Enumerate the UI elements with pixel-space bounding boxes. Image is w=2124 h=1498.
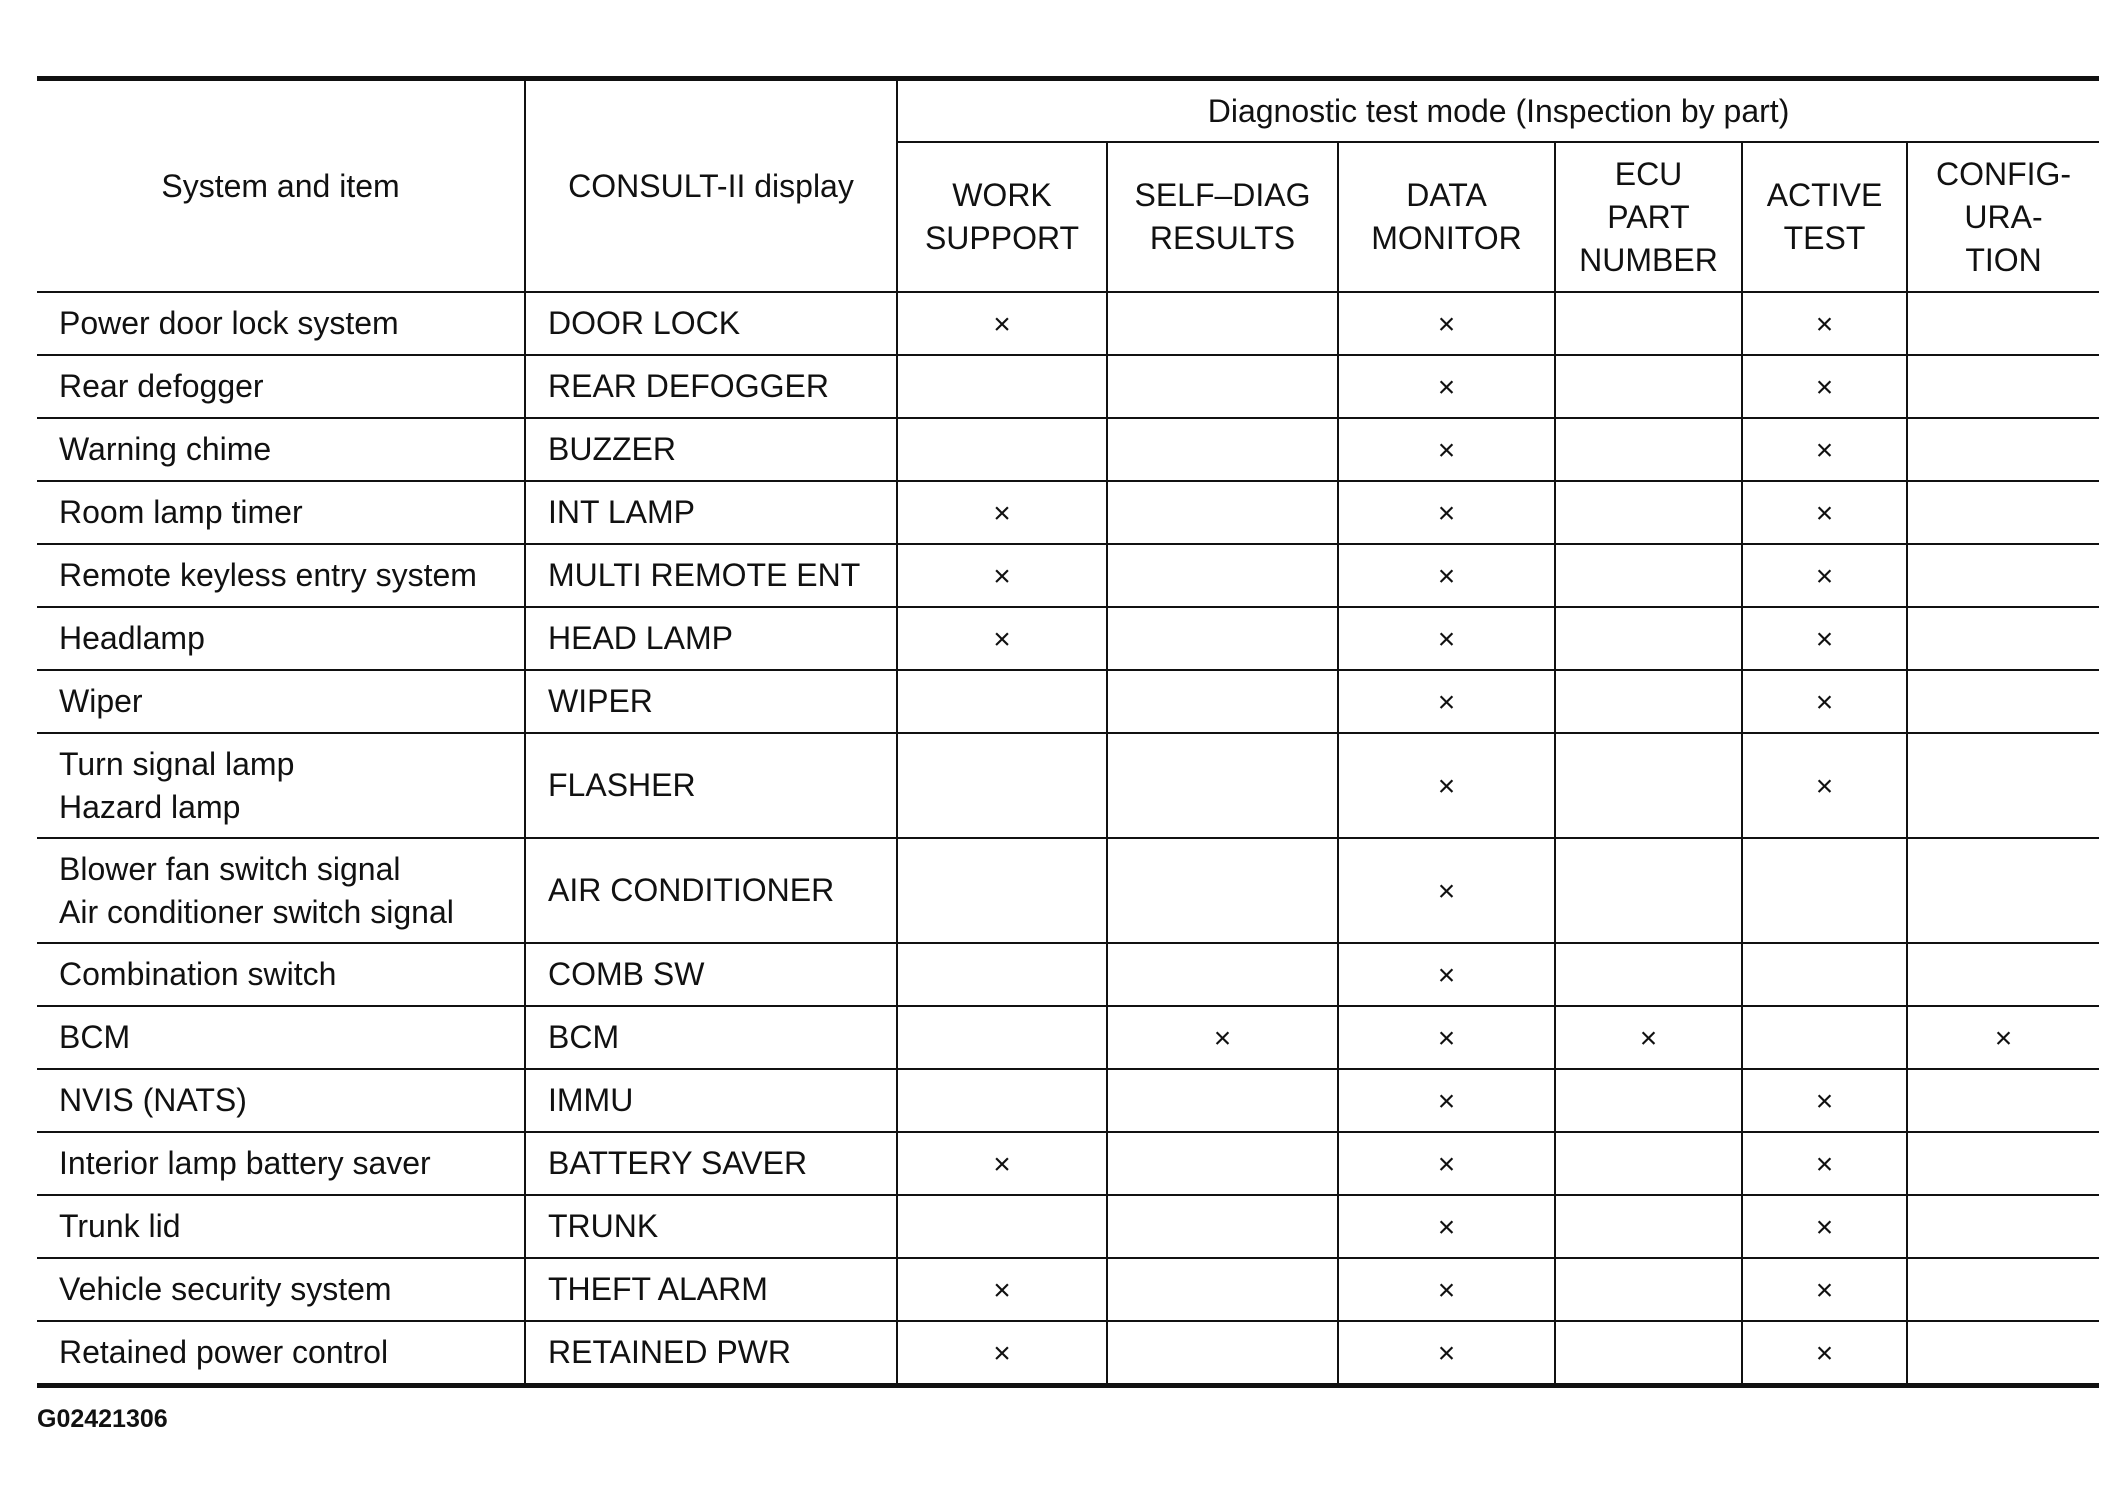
supported-mark: × bbox=[1994, 1022, 2013, 1055]
supported-mark: × bbox=[993, 1148, 1011, 1181]
consult-display-cell bbox=[525, 418, 897, 481]
self-diag-results-cell bbox=[1107, 943, 1338, 1006]
work-support-cell bbox=[897, 1069, 1107, 1132]
consult-display-label: BCM bbox=[548, 1019, 620, 1055]
consult-display-cell bbox=[525, 943, 897, 1006]
table-row bbox=[37, 355, 2099, 418]
active-test-cell bbox=[1742, 1006, 1907, 1069]
header-active-test: ACTIVE TEST bbox=[1742, 142, 1907, 292]
work-support-cell bbox=[897, 670, 1107, 733]
supported-mark: × bbox=[1437, 1022, 1456, 1055]
ecu-part-number-cell bbox=[1555, 481, 1742, 544]
configuration-cell bbox=[1907, 1132, 2099, 1195]
active-test-cell bbox=[1742, 544, 1907, 607]
supported-mark: × bbox=[1437, 1337, 1456, 1370]
consult-display-label: THEFT ALARM bbox=[548, 1271, 768, 1307]
ecu-part-number-cell bbox=[1555, 1321, 1742, 1386]
self-diag-results-cell bbox=[1107, 292, 1338, 355]
data-monitor-cell bbox=[1338, 943, 1555, 1006]
system-item-cell bbox=[37, 607, 525, 670]
system-item-label: Turn signal lamp Hazard lamp bbox=[59, 745, 295, 825]
system-item-label: Rear defogger bbox=[59, 368, 264, 404]
supported-mark: × bbox=[1639, 1022, 1658, 1055]
supported-mark: × bbox=[1437, 875, 1456, 908]
system-item-cell bbox=[37, 1069, 525, 1132]
configuration-cell bbox=[1907, 1006, 2099, 1069]
supported-mark: × bbox=[1815, 1211, 1834, 1244]
work-support-cell bbox=[897, 418, 1107, 481]
table-row bbox=[37, 418, 2099, 481]
active-test-cell bbox=[1742, 1132, 1907, 1195]
active-test-cell bbox=[1742, 1258, 1907, 1321]
consult-display-cell bbox=[525, 838, 897, 943]
configuration-cell bbox=[1907, 355, 2099, 418]
system-item-label: BCM bbox=[59, 1019, 131, 1055]
system-item-cell bbox=[37, 1132, 525, 1195]
table-row bbox=[37, 1195, 2099, 1258]
supported-mark: × bbox=[1437, 308, 1456, 341]
consult-display-cell bbox=[525, 544, 897, 607]
table-row bbox=[37, 1132, 2099, 1195]
active-test-cell bbox=[1742, 292, 1907, 355]
consult-display-label: IMMU bbox=[548, 1082, 634, 1118]
system-item-cell bbox=[37, 292, 525, 355]
table-row bbox=[37, 1258, 2099, 1321]
system-item-label: Wiper bbox=[59, 683, 143, 719]
supported-mark: × bbox=[993, 1337, 1011, 1370]
table-row bbox=[37, 838, 2099, 943]
active-test-cell bbox=[1742, 733, 1907, 838]
supported-mark: × bbox=[1815, 308, 1834, 341]
self-diag-results-cell bbox=[1107, 355, 1338, 418]
system-item-cell bbox=[37, 733, 525, 838]
system-item-cell bbox=[37, 544, 525, 607]
self-diag-results-cell bbox=[1107, 1069, 1338, 1132]
work-support-cell bbox=[897, 355, 1107, 418]
consult-display-label: AIR CONDITIONER bbox=[548, 872, 835, 908]
active-test-cell bbox=[1742, 838, 1907, 943]
supported-mark: × bbox=[1815, 770, 1834, 803]
self-diag-results-cell bbox=[1107, 1321, 1338, 1386]
supported-mark: × bbox=[993, 623, 1011, 656]
supported-mark: × bbox=[1815, 434, 1834, 467]
supported-mark: × bbox=[1437, 497, 1456, 530]
supported-mark: × bbox=[993, 1274, 1011, 1307]
supported-mark: × bbox=[1437, 1274, 1456, 1307]
work-support-cell bbox=[897, 733, 1107, 838]
system-item-cell bbox=[37, 1195, 525, 1258]
system-item-label: Trunk lid bbox=[59, 1208, 181, 1244]
header-data-monitor: DATA MONITOR bbox=[1338, 142, 1555, 292]
supported-mark: × bbox=[1437, 1085, 1456, 1118]
self-diag-results-cell bbox=[1107, 1132, 1338, 1195]
active-test-cell bbox=[1742, 670, 1907, 733]
work-support-cell bbox=[897, 943, 1107, 1006]
supported-mark: × bbox=[1815, 1085, 1834, 1118]
supported-mark: × bbox=[1815, 1274, 1834, 1307]
table-row bbox=[37, 481, 2099, 544]
supported-mark: × bbox=[1437, 371, 1456, 404]
system-item-cell bbox=[37, 1258, 525, 1321]
supported-mark: × bbox=[1213, 1022, 1232, 1055]
data-monitor-cell bbox=[1338, 1258, 1555, 1321]
data-monitor-cell bbox=[1338, 838, 1555, 943]
supported-mark: × bbox=[1437, 1148, 1456, 1181]
configuration-cell bbox=[1907, 292, 2099, 355]
system-item-label: Blower fan switch signal Air conditioner switch signal bbox=[59, 850, 454, 930]
active-test-cell bbox=[1742, 355, 1907, 418]
system-item-cell bbox=[37, 355, 525, 418]
self-diag-results-cell bbox=[1107, 1258, 1338, 1321]
ecu-part-number-cell bbox=[1555, 1069, 1742, 1132]
supported-mark: × bbox=[1437, 770, 1456, 803]
data-monitor-cell bbox=[1338, 670, 1555, 733]
supported-mark: × bbox=[1437, 1211, 1456, 1244]
consult-display-cell bbox=[525, 1321, 897, 1386]
self-diag-results-cell bbox=[1107, 481, 1338, 544]
active-test-cell bbox=[1742, 1069, 1907, 1132]
ecu-part-number-cell bbox=[1555, 544, 1742, 607]
consult-display-cell bbox=[525, 1195, 897, 1258]
configuration-cell bbox=[1907, 418, 2099, 481]
ecu-part-number-cell bbox=[1555, 355, 1742, 418]
self-diag-results-cell bbox=[1107, 670, 1338, 733]
work-support-cell bbox=[897, 838, 1107, 943]
table-row bbox=[37, 292, 2099, 355]
self-diag-results-cell bbox=[1107, 1006, 1338, 1069]
ecu-part-number-cell bbox=[1555, 418, 1742, 481]
header-diagnostic-test-mode: Diagnostic test mode (Inspection by part) bbox=[897, 79, 2099, 143]
system-item-label: Remote keyless entry system bbox=[59, 557, 477, 593]
supported-mark: × bbox=[1815, 1337, 1834, 1370]
consult-display-label: BUZZER bbox=[548, 431, 676, 467]
work-support-cell bbox=[897, 607, 1107, 670]
data-monitor-cell bbox=[1338, 418, 1555, 481]
configuration-cell bbox=[1907, 733, 2099, 838]
self-diag-results-cell bbox=[1107, 418, 1338, 481]
active-test-cell bbox=[1742, 1195, 1907, 1258]
supported-mark: × bbox=[1437, 686, 1456, 719]
work-support-cell bbox=[897, 1258, 1107, 1321]
data-monitor-cell bbox=[1338, 481, 1555, 544]
system-item-cell bbox=[37, 943, 525, 1006]
consult-display-label: REAR DEFOGGER bbox=[548, 368, 829, 404]
header-configuration: CONFIG- URA- TION bbox=[1907, 142, 2099, 292]
configuration-cell bbox=[1907, 670, 2099, 733]
system-item-cell bbox=[37, 481, 525, 544]
ecu-part-number-cell bbox=[1555, 670, 1742, 733]
system-item-label: Combination switch bbox=[59, 956, 337, 992]
self-diag-results-cell bbox=[1107, 1195, 1338, 1258]
system-item-cell bbox=[37, 1006, 525, 1069]
data-monitor-cell bbox=[1338, 544, 1555, 607]
work-support-cell bbox=[897, 1321, 1107, 1386]
table-row bbox=[37, 943, 2099, 1006]
ecu-part-number-cell bbox=[1555, 943, 1742, 1006]
system-item-cell bbox=[37, 1321, 525, 1386]
work-support-cell bbox=[897, 1006, 1107, 1069]
consult-display-cell bbox=[525, 1132, 897, 1195]
supported-mark: × bbox=[1437, 560, 1456, 593]
consult-display-label: FLASHER bbox=[548, 767, 696, 803]
table-row bbox=[37, 1006, 2099, 1069]
system-item-label: NVIS (NATS) bbox=[59, 1082, 247, 1118]
supported-mark: × bbox=[1815, 497, 1834, 530]
configuration-cell bbox=[1907, 1195, 2099, 1258]
data-monitor-cell bbox=[1338, 355, 1555, 418]
consult-display-label: WIPER bbox=[548, 683, 653, 719]
system-item-label: Power door lock system bbox=[59, 305, 399, 341]
configuration-cell bbox=[1907, 607, 2099, 670]
supported-mark: × bbox=[1815, 686, 1834, 719]
consult-display-label: TRUNK bbox=[548, 1208, 659, 1244]
configuration-cell bbox=[1907, 1321, 2099, 1386]
system-item-cell bbox=[37, 838, 525, 943]
supported-mark: × bbox=[1437, 434, 1456, 467]
system-item-cell bbox=[37, 418, 525, 481]
ecu-part-number-cell bbox=[1555, 292, 1742, 355]
consult-display-label: COMB SW bbox=[548, 956, 705, 992]
header-work-support: WORK SUPPORT bbox=[897, 142, 1107, 292]
data-monitor-cell bbox=[1338, 1195, 1555, 1258]
supported-mark: × bbox=[1437, 623, 1456, 656]
ecu-part-number-cell bbox=[1555, 607, 1742, 670]
consult-display-label: MULTI REMOTE ENT bbox=[548, 557, 861, 593]
data-monitor-cell bbox=[1338, 1321, 1555, 1386]
data-monitor-cell bbox=[1338, 733, 1555, 838]
ecu-part-number-cell bbox=[1555, 1195, 1742, 1258]
active-test-cell bbox=[1742, 607, 1907, 670]
data-monitor-cell bbox=[1338, 1069, 1555, 1132]
figure-id: G02421306 bbox=[37, 1405, 168, 1433]
consult-display-cell bbox=[525, 670, 897, 733]
supported-mark: × bbox=[993, 308, 1011, 341]
consult-display-cell bbox=[525, 1069, 897, 1132]
system-item-label: Headlamp bbox=[59, 620, 205, 656]
header-consult-display: CONSULT-II display bbox=[525, 79, 897, 293]
system-item-cell bbox=[37, 670, 525, 733]
consult-display-cell bbox=[525, 355, 897, 418]
data-monitor-cell bbox=[1338, 292, 1555, 355]
diagnostic-mode-table bbox=[37, 76, 2099, 1388]
supported-mark: × bbox=[993, 497, 1011, 530]
self-diag-results-cell bbox=[1107, 607, 1338, 670]
consult-display-cell bbox=[525, 292, 897, 355]
work-support-cell bbox=[897, 292, 1107, 355]
table-row bbox=[37, 670, 2099, 733]
configuration-cell bbox=[1907, 481, 2099, 544]
supported-mark: × bbox=[993, 560, 1011, 593]
consult-display-cell bbox=[525, 1258, 897, 1321]
ecu-part-number-cell bbox=[1555, 1006, 1742, 1069]
table-row bbox=[37, 544, 2099, 607]
self-diag-results-cell bbox=[1107, 544, 1338, 607]
active-test-cell bbox=[1742, 1321, 1907, 1386]
configuration-cell bbox=[1907, 1258, 2099, 1321]
supported-mark: × bbox=[1815, 1148, 1834, 1181]
header-ecu-part-number: ECU PART NUMBER bbox=[1555, 142, 1742, 292]
data-monitor-cell bbox=[1338, 1006, 1555, 1069]
work-support-cell bbox=[897, 1132, 1107, 1195]
data-monitor-cell bbox=[1338, 607, 1555, 670]
active-test-cell bbox=[1742, 418, 1907, 481]
supported-mark: × bbox=[1815, 623, 1834, 656]
configuration-cell bbox=[1907, 943, 2099, 1006]
ecu-part-number-cell bbox=[1555, 1132, 1742, 1195]
consult-display-cell bbox=[525, 481, 897, 544]
system-item-label: Interior lamp battery saver bbox=[59, 1145, 431, 1181]
system-item-label: Room lamp timer bbox=[59, 494, 303, 530]
system-item-label: Warning chime bbox=[59, 431, 272, 467]
ecu-part-number-cell bbox=[1555, 838, 1742, 943]
table-row bbox=[37, 1069, 2099, 1132]
consult-display-label: RETAINED PWR bbox=[548, 1334, 791, 1370]
work-support-cell bbox=[897, 544, 1107, 607]
table-row bbox=[37, 1321, 2099, 1386]
ecu-part-number-cell bbox=[1555, 733, 1742, 838]
system-item-label: Vehicle security system bbox=[59, 1271, 392, 1307]
active-test-cell bbox=[1742, 481, 1907, 544]
consult-display-label: DOOR LOCK bbox=[548, 305, 741, 341]
supported-mark: × bbox=[1815, 371, 1834, 404]
work-support-cell bbox=[897, 481, 1107, 544]
configuration-cell bbox=[1907, 544, 2099, 607]
active-test-cell bbox=[1742, 943, 1907, 1006]
system-item-label: Retained power control bbox=[59, 1334, 389, 1370]
consult-display-cell bbox=[525, 607, 897, 670]
consult-display-label: HEAD LAMP bbox=[548, 620, 733, 656]
table-body bbox=[37, 292, 2099, 1386]
consult-display-cell bbox=[525, 733, 897, 838]
ecu-part-number-cell bbox=[1555, 1258, 1742, 1321]
consult-display-cell bbox=[525, 1006, 897, 1069]
table-row bbox=[37, 733, 2099, 838]
work-support-cell bbox=[897, 1195, 1107, 1258]
supported-mark: × bbox=[1437, 959, 1456, 992]
header-system-item: System and item bbox=[37, 79, 525, 293]
configuration-cell bbox=[1907, 838, 2099, 943]
consult-display-label: INT LAMP bbox=[548, 494, 695, 530]
header-self-diag-results: SELF–DIAG RESULTS bbox=[1107, 142, 1338, 292]
table-row bbox=[37, 607, 2099, 670]
data-monitor-cell bbox=[1338, 1132, 1555, 1195]
configuration-cell bbox=[1907, 1069, 2099, 1132]
supported-mark: × bbox=[1815, 560, 1834, 593]
self-diag-results-cell bbox=[1107, 733, 1338, 838]
self-diag-results-cell bbox=[1107, 838, 1338, 943]
consult-display-label: BATTERY SAVER bbox=[548, 1145, 808, 1181]
